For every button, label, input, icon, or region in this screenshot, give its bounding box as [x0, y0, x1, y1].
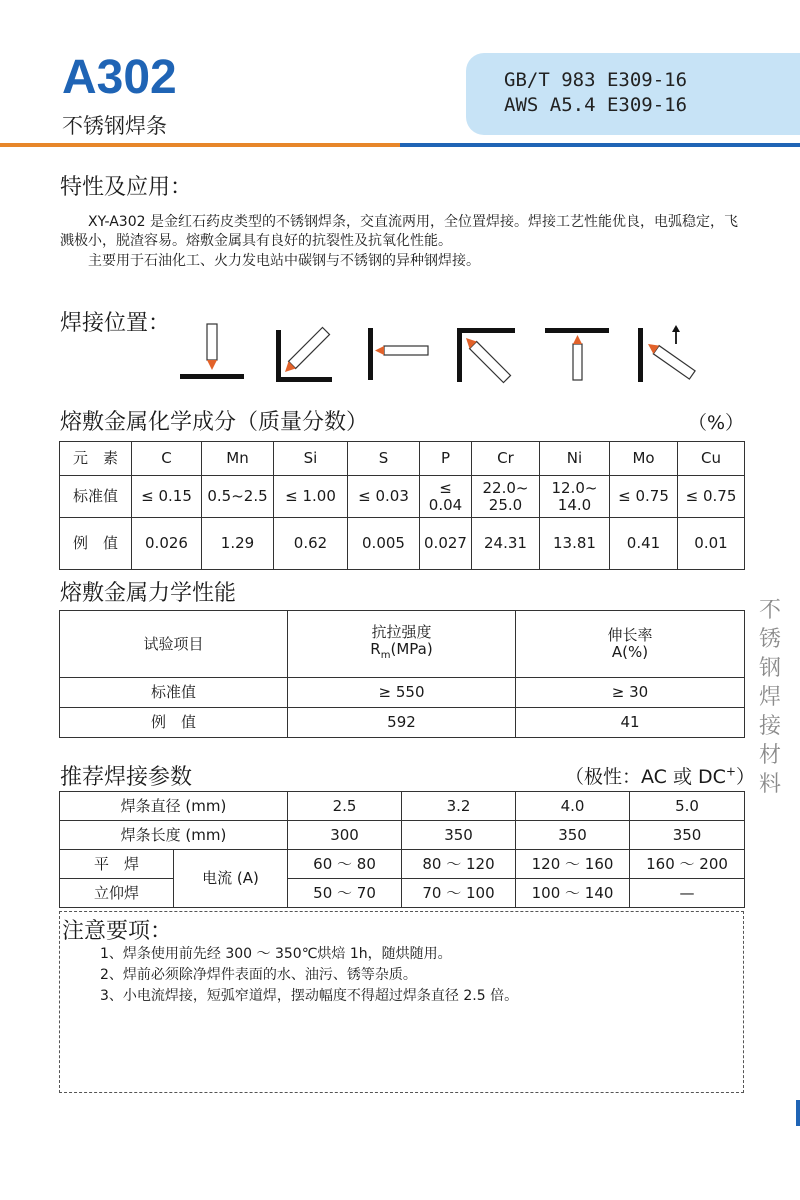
chemical-heading: 熔敷金属化学成分（质量分数）	[60, 410, 369, 435]
tensile-subscript: m	[380, 650, 391, 661]
chemical-unit: （%）	[687, 412, 744, 434]
table-cell: ≤ 0.15	[132, 476, 202, 518]
table-cell: 3.2	[402, 792, 516, 821]
table-cell: 0.01	[678, 518, 745, 570]
table-cell: 例 值	[60, 708, 288, 738]
table-header-cell: 试验项目	[60, 611, 288, 678]
flat-fillet-position-icon	[180, 324, 244, 379]
table-cell: 例 值	[60, 518, 132, 570]
elongation-unit: A(%)	[611, 643, 649, 661]
side-label-char: 接	[758, 714, 781, 739]
table-header-cell: 平 焊	[60, 850, 174, 879]
table-cell: 1.29	[202, 518, 274, 570]
side-label-char: 锈	[758, 627, 781, 652]
table-cell: ≤ 0.04	[420, 476, 472, 518]
table-row	[60, 879, 745, 908]
side-label-char: 不	[758, 598, 781, 623]
table-cell: 24.31	[472, 518, 540, 570]
table-row	[60, 678, 745, 708]
table-cell: 0.62	[274, 518, 348, 570]
polarity-suffix: ）	[735, 766, 755, 788]
table-header-cell: 元 素	[60, 442, 132, 476]
polarity-prefix: （极性：AC 或 DC	[565, 766, 726, 788]
product-model-title: A302	[62, 51, 177, 104]
side-category-label	[754, 596, 786, 799]
side-label-char: 钢	[758, 656, 781, 681]
side-label-char: 材	[758, 743, 781, 768]
table-header-cell	[516, 611, 745, 678]
table-row	[60, 708, 745, 738]
parameters-heading: 推荐焊接参数	[60, 765, 193, 790]
table-cell: 70 ～ 100	[402, 879, 516, 908]
table-header-cell: 立仰焊	[60, 879, 174, 908]
table-header-cell: Ni	[540, 442, 610, 476]
table-cell: 标准值	[60, 476, 132, 518]
properties-paragraph-1: XY-A302 是金红石药皮类型的不锈钢焊条，交直流两用，全位置焊接。焊接工艺性能优良，电弧稳定，飞溅极小，脱渣容易。熔敷金属具有良好的抗裂性及抗氧化性能。	[60, 214, 738, 249]
table-header-cell: C	[132, 442, 202, 476]
table-header-cell	[288, 611, 516, 678]
table-cell: 120 ～ 160	[516, 850, 630, 879]
table-cell: 592	[288, 708, 516, 738]
mechanical-header-row	[60, 611, 745, 678]
table-cell: ≤ 1.00	[274, 476, 348, 518]
table-cell: ≤ 0.03	[348, 476, 420, 518]
tensile-symbol: R	[370, 640, 381, 658]
table-header-cell: Si	[274, 442, 348, 476]
table-cell: 5.0	[630, 792, 745, 821]
table-cell: ≤ 0.75	[610, 476, 678, 518]
table-header-cell: 焊条直径 (mm)	[60, 792, 288, 821]
horizontal-fillet-position-icon	[276, 327, 332, 382]
table-header-cell: 焊条长度 (mm)	[60, 821, 288, 850]
notes-heading: 注意要项：	[62, 919, 173, 944]
list-item: 1、焊条使用前先经 300 ～ 350℃烘焙 1h，随烘随用。	[100, 946, 452, 962]
table-header-cell: Cu	[678, 442, 745, 476]
table-cell: 0.5~2.5	[202, 476, 274, 518]
table-cell: 0.026	[132, 518, 202, 570]
chemical-header-row	[60, 442, 745, 476]
standard-gb: GB/T 983 E309-16	[504, 69, 688, 91]
tensile-unit-text: (MPa)	[390, 640, 433, 658]
table-cell: 41	[516, 708, 745, 738]
table-cell: ≤ 0.75	[678, 476, 745, 518]
table-header-cell: S	[348, 442, 420, 476]
table-cell: 22.0~ 25.0	[472, 476, 540, 518]
product-type-subtitle: 不锈钢焊条	[62, 114, 167, 138]
welding-positions	[178, 322, 698, 384]
overhead-position-icon	[545, 328, 609, 380]
notes-box	[59, 911, 744, 1093]
header-rule-orange	[0, 143, 400, 147]
standard-aws: AWS A5.4 E309-16	[504, 94, 688, 116]
table-row	[60, 476, 745, 518]
table-cell: ≥ 550	[288, 678, 516, 708]
mechanical-heading: 熔敷金属力学性能	[60, 581, 237, 606]
parameters-table	[59, 791, 745, 908]
table-row	[60, 792, 745, 821]
table-cell: 350	[516, 821, 630, 850]
table-header-cell: P	[420, 442, 472, 476]
table-cell: 4.0	[516, 792, 630, 821]
table-cell: 50 ～ 70	[288, 879, 402, 908]
table-cell: 标准值	[60, 678, 288, 708]
table-cell: 100 ～ 140	[516, 879, 630, 908]
side-label-char: 焊	[758, 685, 781, 710]
properties-paragraph-2: 主要用于石油化工、火力发电站中碳钢与不锈钢的异种钢焊接。	[88, 253, 480, 269]
standards-box	[466, 53, 800, 135]
properties-heading: 特性及应用：	[60, 175, 193, 200]
polarity-sup: +	[725, 764, 736, 779]
table-cell: 350	[402, 821, 516, 850]
list-item: 3、小电流焊接，短弧窄道焊，摆动幅度不得超过焊条直径 2.5 倍。	[100, 988, 519, 1004]
list-item: 2、焊前必须除净焊件表面的水、油污、锈等杂质。	[100, 967, 417, 983]
edge-mark	[796, 1100, 800, 1126]
notes-list	[100, 944, 518, 1007]
side-label-char: 料	[758, 772, 781, 797]
table-cell: 0.41	[610, 518, 678, 570]
table-cell: 350	[630, 821, 745, 850]
positions-heading: 焊接位置：	[60, 311, 171, 336]
table-cell: 300	[288, 821, 402, 850]
table-row	[60, 821, 745, 850]
table-cell: 12.0~ 14.0	[540, 476, 610, 518]
table-header-cell: Mo	[610, 442, 678, 476]
table-header-cell: Cr	[472, 442, 540, 476]
table-cell: 80 ～ 120	[402, 850, 516, 879]
table-cell: 2.5	[288, 792, 402, 821]
table-cell: 60 ～ 80	[288, 850, 402, 879]
elongation-label: 伸长率	[607, 626, 653, 644]
vertical-up-position-icon	[638, 325, 695, 382]
table-cell: 160 ～ 200	[630, 850, 745, 879]
horizontal-position-icon	[368, 328, 428, 380]
table-row	[60, 850, 745, 879]
chemical-table	[59, 441, 745, 570]
table-header-cell: Mn	[202, 442, 274, 476]
table-cell: 0.005	[348, 518, 420, 570]
table-header-cell: 电流 (A)	[174, 850, 288, 908]
mechanical-table	[59, 610, 745, 738]
tensile-label: 抗拉强度	[371, 623, 432, 641]
tensile-unit	[290, 641, 513, 664]
overhead-fillet-position-icon	[457, 328, 515, 383]
table-cell: 0.027	[420, 518, 472, 570]
polarity-note	[565, 762, 755, 789]
table-cell: 13.81	[540, 518, 610, 570]
table-cell: —	[630, 879, 745, 908]
table-row	[60, 518, 745, 570]
table-cell: ≥ 30	[516, 678, 745, 708]
header-rule-blue	[400, 143, 800, 147]
